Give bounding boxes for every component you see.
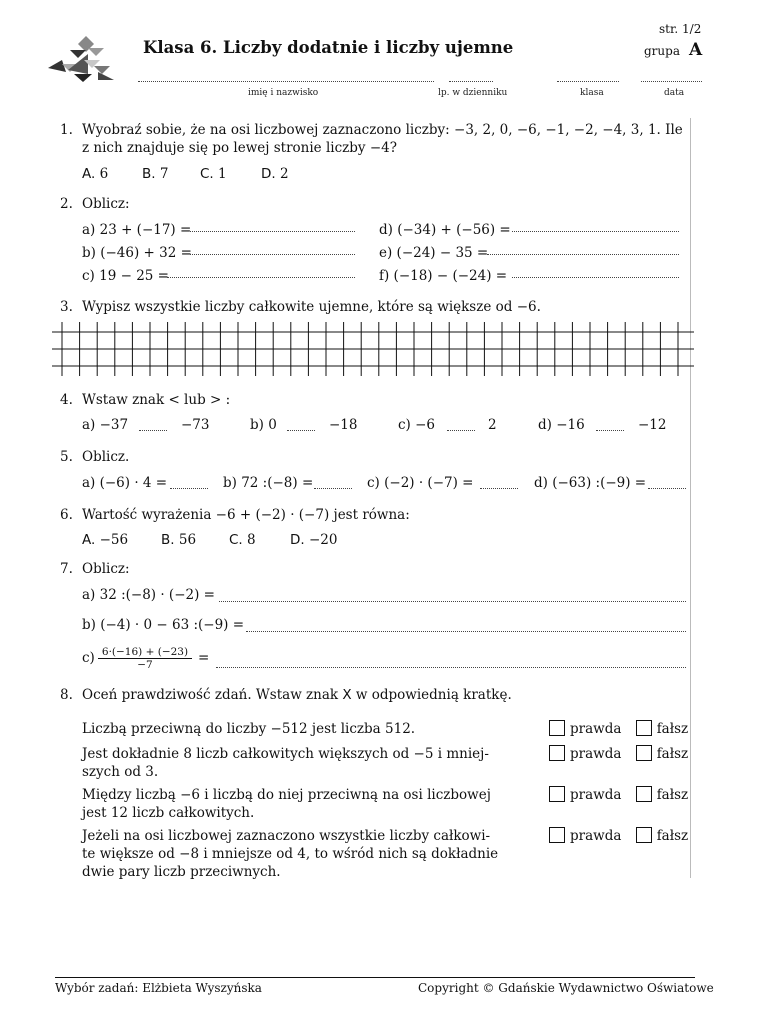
compare-left: a) −37	[82, 417, 129, 433]
sign-slot[interactable]	[596, 421, 624, 431]
option-letter: D.	[290, 532, 305, 548]
answer-line[interactable]	[480, 479, 518, 489]
question-number: 2.	[60, 196, 73, 212]
question-number: 4.	[60, 392, 73, 408]
number-field-line[interactable]	[449, 72, 493, 82]
true-false-row: prawda fałsz	[549, 786, 688, 803]
option-letter: C.	[200, 166, 214, 182]
answer-option[interactable]	[200, 166, 227, 182]
page-number: str. 1/2	[659, 22, 702, 36]
question-text: Oceń prawdziwość zdań. Wstaw znak X w odpowiednią kratkę.	[82, 687, 512, 703]
calc-item: b) (−4) · 0 − 63 :(−9) =	[82, 617, 245, 633]
date-field-label: data	[664, 88, 685, 98]
true-checkbox[interactable]	[549, 827, 565, 843]
true-checkbox[interactable]	[549, 786, 565, 802]
sign-slot[interactable]	[447, 421, 475, 431]
option-letter: D.	[261, 166, 276, 182]
option-value: 56	[178, 532, 197, 548]
group-value: A	[689, 40, 703, 60]
question-text: z nich znajduje się po lewej stronie liczby −4?	[82, 140, 397, 156]
calc-item: a) 23 + (−17) =	[82, 222, 192, 238]
question-number: 1.	[60, 122, 73, 138]
fraction	[98, 646, 192, 671]
sign-slot[interactable]	[287, 421, 315, 431]
option-value: 6	[99, 166, 109, 182]
footer-copyright: Copyright © Gdańskie Wydawnictwo Oświatowe	[418, 981, 714, 995]
compare-left: c) −6	[398, 417, 436, 433]
false-checkbox[interactable]	[636, 745, 652, 761]
answer-line[interactable]	[216, 658, 686, 668]
true-false-row: prawda fałsz	[549, 720, 688, 737]
calc-item-label: c)	[82, 650, 95, 666]
calc-item: f) (−18) − (−24) =	[379, 268, 508, 284]
option-letter: A.	[82, 532, 96, 548]
answer-option[interactable]	[290, 532, 337, 548]
question-text: Oblicz:	[82, 196, 130, 212]
answer-line[interactable]	[170, 479, 208, 489]
calc-item: e) (−24) − 35 =	[379, 245, 489, 261]
option-letter: C.	[229, 532, 243, 548]
answer-line[interactable]	[512, 222, 679, 232]
answer-line[interactable]	[648, 479, 686, 489]
answer-option[interactable]	[229, 532, 256, 548]
question-text: Wypisz wszystkie liczby całkowite ujemne, które są większe od −6.	[82, 299, 541, 315]
false-checkbox[interactable]	[636, 786, 652, 802]
option-value: 8	[247, 532, 256, 548]
answer-line[interactable]	[314, 479, 352, 489]
option-letter: B.	[142, 166, 156, 182]
page-title: Klasa 6. Liczby dodatnie i liczby ujemne	[143, 38, 514, 57]
statement: Jeżeli na osi liczbowej zaznaczono wszystkie liczby całkowi- te większe od −8 i mniejsze od 4, to wśród nich są dokładnie dwie pary liczb przeciwnych.	[82, 828, 499, 880]
question-text: Wyobraź sobie, że na osi liczbowej zaznaczono liczby: −3, 2, 0, −6, −1, −2, −4, 3, 1. Ile	[82, 122, 683, 138]
answer-option[interactable]	[161, 532, 196, 548]
group-label: grupa	[644, 44, 680, 58]
calc-item: c) 19 − 25 =	[82, 268, 169, 284]
true-false-row: prawda fałsz	[549, 745, 688, 762]
false-checkbox[interactable]	[636, 827, 652, 843]
question-number: 3.	[60, 299, 73, 315]
option-letter: B.	[161, 532, 175, 548]
fraction-denominator: −7	[137, 659, 153, 671]
footer-rule	[55, 977, 695, 978]
compare-left: d) −16	[538, 417, 585, 433]
number-field-label: lp. w dzienniku	[438, 88, 508, 98]
question-number: 5.	[60, 449, 73, 465]
answer-line[interactable]	[219, 592, 686, 602]
answer-line[interactable]	[190, 245, 355, 255]
question-number: 6.	[60, 507, 73, 523]
true-false-row: prawda fałsz	[549, 827, 688, 844]
calc-item: a) 32 :(−8) · (−2) =	[82, 587, 215, 603]
name-field-line[interactable]	[138, 72, 434, 82]
compare-right: 2	[488, 417, 497, 433]
answer-option[interactable]	[142, 166, 168, 182]
question-text: Wartość wyrażenia −6 + (−2) · (−7) jest równa:	[82, 507, 410, 523]
name-field-label: imię i nazwisko	[248, 88, 319, 98]
answer-line[interactable]	[512, 268, 679, 278]
class-field-line[interactable]	[557, 72, 619, 82]
compare-left: b) 0	[250, 417, 277, 433]
right-margin-line	[690, 118, 691, 878]
date-field-line[interactable]	[641, 72, 702, 82]
compare-right: −18	[329, 417, 358, 433]
true-checkbox[interactable]	[549, 745, 565, 761]
option-value: 2	[279, 166, 289, 182]
calc-item: b) (−46) + 32 =	[82, 245, 192, 261]
footer-author: Wybór zadań: Elżbieta Wyszyńska	[55, 981, 262, 995]
class-field-label: klasa	[580, 88, 604, 98]
calc-item: d) (−63) :(−9) =	[534, 475, 647, 491]
answer-option[interactable]	[261, 166, 289, 182]
question-number: 7.	[60, 561, 73, 577]
question-number: 8.	[60, 687, 73, 703]
compare-right: −73	[181, 417, 210, 433]
answer-option[interactable]	[82, 166, 108, 182]
sign-slot[interactable]	[139, 421, 167, 431]
equals-sign: =	[198, 650, 210, 666]
option-value: −20	[308, 532, 338, 548]
fraction-numerator: 6·(−16) + (−23)	[98, 646, 192, 659]
calc-item: d) (−34) + (−56) =	[379, 222, 511, 238]
calc-item: a) (−6) · 4 =	[82, 475, 168, 491]
question-text: Wstaw znak < lub > :	[82, 392, 231, 408]
answer-line[interactable]	[167, 268, 355, 278]
option-value: −56	[99, 532, 129, 548]
question-text: Oblicz:	[82, 561, 130, 577]
option-letter: A.	[82, 166, 96, 182]
calc-item: c) (−2) · (−7) =	[367, 475, 474, 491]
answer-line[interactable]	[246, 622, 686, 632]
compare-right: −12	[638, 417, 667, 433]
answer-grid[interactable]	[52, 322, 694, 376]
answer-option[interactable]	[82, 532, 128, 548]
question-text: Oblicz.	[82, 449, 130, 465]
option-value: 1	[218, 166, 227, 182]
option-value: 7	[159, 166, 169, 182]
calc-item: b) 72 :(−8) =	[223, 475, 314, 491]
publisher-logo	[48, 34, 116, 88]
answer-line[interactable]	[487, 245, 679, 255]
false-checkbox[interactable]	[636, 720, 652, 736]
true-checkbox[interactable]	[549, 720, 565, 736]
statement: Jest dokładnie 8 liczb całkowitych większych od −5 i mniej- szych od 3.	[82, 746, 489, 780]
answer-line[interactable]	[190, 222, 355, 232]
statement: Liczbą przeciwną do liczby −512 jest liczba 512.	[82, 721, 416, 737]
statement: Między liczbą −6 i liczbą do niej przeciwną na osi liczbowej jest 12 liczb całkowitych.	[82, 787, 491, 821]
